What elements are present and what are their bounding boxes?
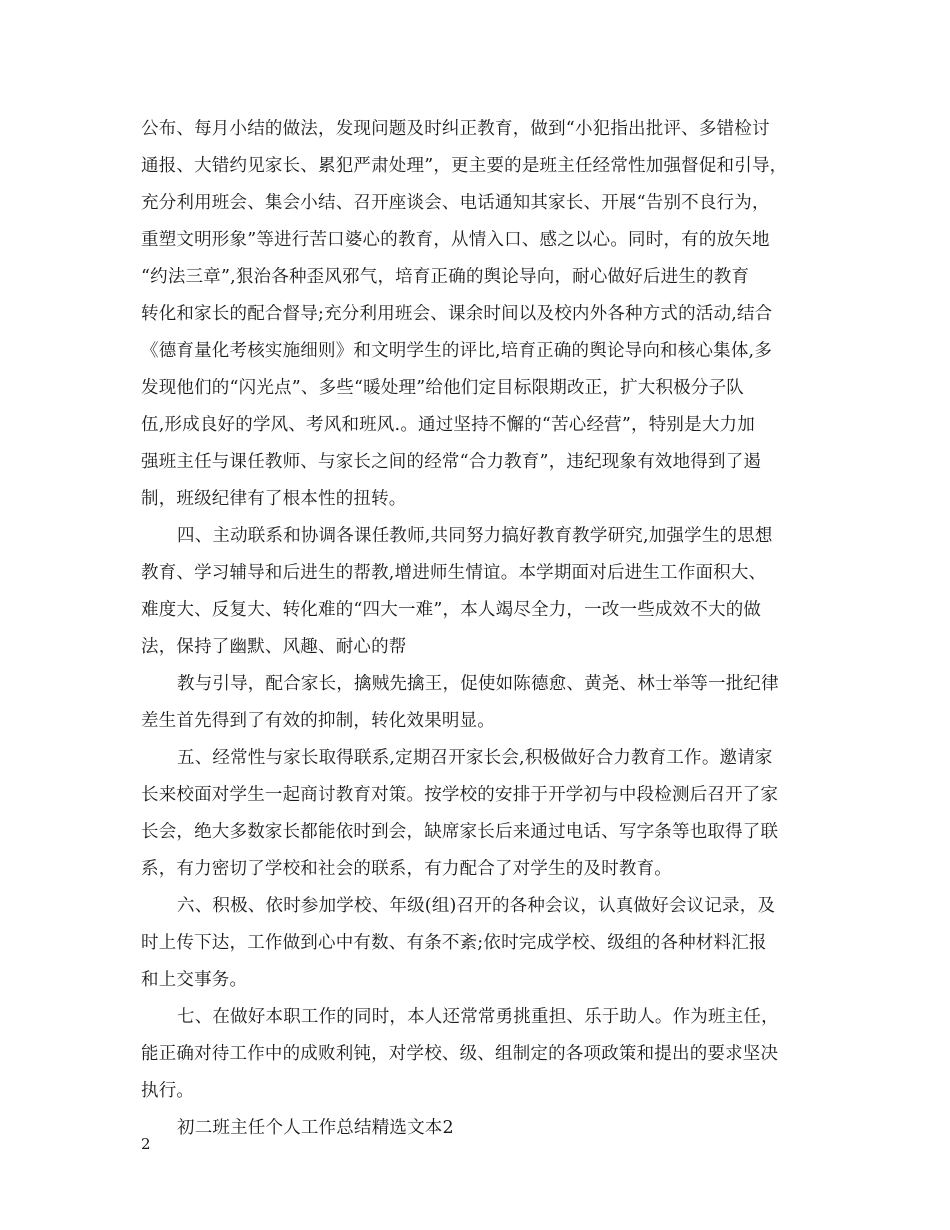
text-line: 能正确对待工作中的成败利钝，对学校、级、组制定的各项政策和提出的要求坚决 (141, 1044, 779, 1064)
paragraph-six-start: 六、积极、依时参加学校、年级(组)召开的各种会议，认真做好会议记录，及 (177, 896, 776, 916)
text-line: 伍,形成良好的学风、考风和班风.。通过坚持不懈的“苦心经营”，特别是大力加 (141, 415, 755, 435)
text-line: 充分利用班会、集会小结、召开座谈会、电话通知其家长、开展“告别不良行为， (141, 193, 770, 213)
text-line: 重塑文明形象”等进行苦口婆心的教育，从情入口、感之以心。同时，有的放矢地 (141, 230, 770, 250)
section-heading: 初二班主任个人工作总结精选文本2 (177, 1118, 454, 1138)
text-line: 长来校面对学生一起商讨教育对策。按学校的安排于开学初与中段检测后召开了家 (141, 785, 779, 805)
text-line: “约法三章”,狠治各种歪风邪气，培育正确的舆论导向，耐心做好后进生的教育 (141, 267, 750, 287)
text-line: 公布、每月小结的做法，发现问题及时纠正教育，做到“小犯指出批评、多错检讨 (141, 119, 770, 139)
text-line: 执行。 (141, 1081, 195, 1101)
page-number: 2 (141, 1135, 151, 1153)
text-line: 长会，绝大多数家长都能依时到会，缺席家长后来通过电话、写字条等也取得了联 (141, 822, 779, 842)
paragraph-seven-start: 七、在做好本职工作的同时，本人还常常勇挑重担、乐于助人。作为班主任， (177, 1007, 779, 1027)
text-line: 制，班级纪律有了根本性的扭转。 (141, 489, 407, 509)
text-line: 通报、大错约见家长、累犯严肃处理”，更主要的是班主任经常性加强督促和引导， (141, 156, 788, 176)
text-line: 系，有力密切了学校和社会的联系，有力配合了对学生的及时教育。 (141, 859, 672, 879)
text-line: 教育、学习辅导和后进生的帮教,增进师生情谊。本学期面对后进生工作面积大、 (141, 563, 767, 583)
text-line: 发现他们的“闪光点”、多些“暖处理”给他们定目标限期改正，扩大积极分子队 (141, 378, 744, 398)
paragraph-four-start: 四、主动联系和协调各课任教师,共同努力搞好教育教学研究,加强学生的思想 (177, 526, 773, 546)
text-line: 难度大、反复大、转化难的“四大一难”，本人竭尽全力，一改一些成效不大的做 (141, 600, 762, 620)
text-line: 教与引导，配合家长，擒贼先擒王，促使如陈德愈、黄尧、林士举等一批纪律 (177, 674, 779, 694)
text-line: 时上传下达，工作做到心中有数、有条不紊;依时完成学校、级组的各种材料汇报 (141, 933, 767, 953)
text-line: 转化和家长的配合督导;充分利用班会、课余时间以及校内外各种方式的活动,结合 (141, 304, 773, 324)
text-line: 强班主任与课任教师、与家长之间的经常“合力教育”，违纪现象有效地得到了遏 (141, 452, 762, 472)
text-line: 法，保持了幽默、风趣、耐心的帮 (141, 637, 407, 657)
text-line: 差生首先得到了有效的抑制，转化效果明显。 (141, 711, 495, 731)
paragraph-five-start: 五、经常性与家长取得联系,定期召开家长会,积极做好合力教育工作。邀请家 (177, 748, 773, 768)
text-line: 和上交事务。 (141, 970, 248, 990)
text-line: 《德育量化考核实施细则》和文明学生的评比,培育正确的舆论导向和核心集体,多 (141, 341, 773, 361)
